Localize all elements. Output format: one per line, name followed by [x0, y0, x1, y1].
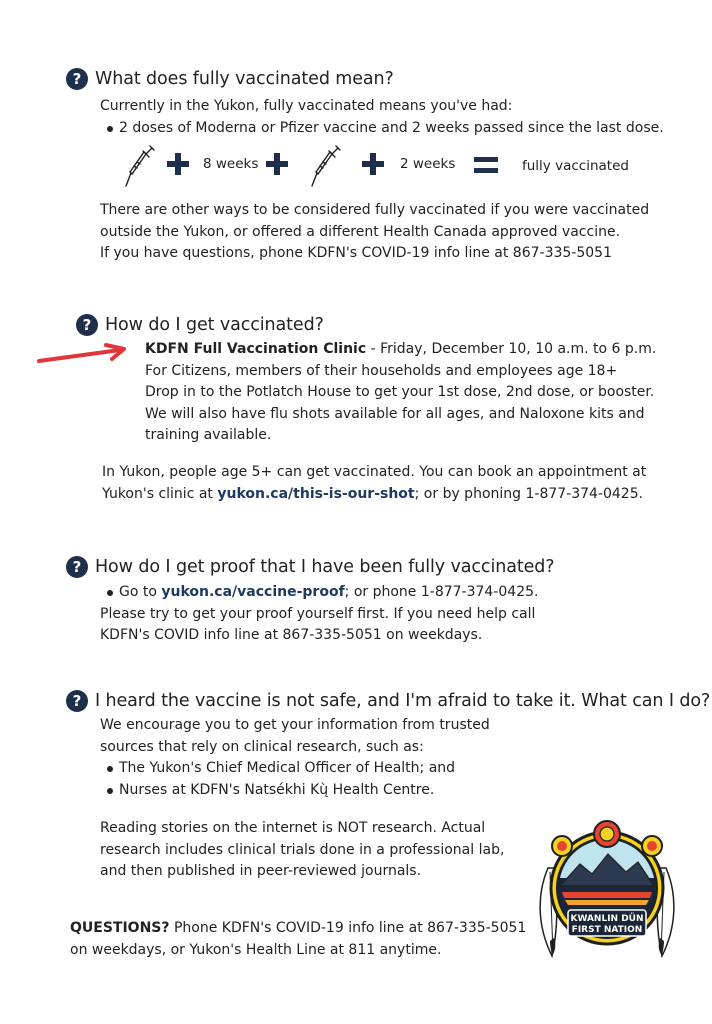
clinic-info — [145, 339, 656, 447]
question-text-4: I heard the vaccine is not safe, and I'm afraid to take it. What can I do? — [95, 691, 711, 711]
question-heading-1 — [66, 68, 394, 90]
question-text-3: How do I get proof that I have been fully vaccinated? — [95, 557, 555, 577]
plus-icon — [266, 153, 288, 175]
list-item: The Yukon's Chief Medical Officer of Health; and — [104, 758, 490, 780]
question-heading-3 — [66, 556, 554, 578]
paragraph-line: KDFN's COVID info line at 867-335-5051 on weekdays. — [100, 627, 483, 643]
text-span: ; or by phoning 1-877-374-0425. — [414, 485, 644, 502]
question-text-2: How do I get vaccinated? — [105, 315, 324, 335]
equals-icon — [474, 156, 498, 174]
vaccination-equation — [0, 144, 712, 190]
list-item: Nurses at KDFN's Natsékhi Kų̀ Health Centre. — [104, 780, 490, 802]
paragraph-line: and then published in peer-reviewed journals. — [100, 863, 422, 879]
syringe-icon — [306, 144, 342, 190]
question-circle-icon: ? — [66, 556, 88, 578]
logo-text-line2: FIRST NATION — [571, 925, 643, 935]
section1-intro: Currently in the Yukon, fully vaccinated means you've had: — [100, 98, 513, 114]
clinic-line: We will also have flu shots available for all ages, and Naloxone kits and — [145, 405, 645, 422]
yukon-shot-link[interactable]: yukon.ca/this-is-our-shot — [217, 485, 415, 502]
equation-label-2-weeks: 2 weeks — [400, 156, 456, 172]
proof-info — [100, 582, 538, 647]
vaccine-proof-link[interactable]: yukon.ca/vaccine-proof — [161, 584, 345, 600]
question-circle-icon: ? — [76, 314, 98, 336]
paragraph-line: If you have questions, phone KDFN's COVID-19 info line at 867-335-5051 — [100, 245, 612, 261]
paragraph-line: There are other ways to be considered fully vaccinated if you were vaccinated — [100, 202, 650, 218]
equation-result: fully vaccinated — [522, 158, 629, 174]
question-circle-icon: ? — [66, 690, 88, 712]
paragraph-line — [70, 918, 526, 940]
clinic-line: For Citizens, members of their households and employees age 18+ — [145, 362, 618, 379]
clinic-title: KDFN Full Vaccination Clinic — [145, 341, 367, 357]
paragraph-line: on weekdays, or Yukon's Health Line at 811 anytime. — [70, 941, 442, 958]
text-span: ; or phone 1-877-374-0425. — [344, 584, 539, 600]
kwanlin-dun-logo — [532, 806, 682, 966]
clinic-line: training available. — [145, 427, 272, 443]
list-item: 2 doses of Moderna or Pfizer vaccine and 2 weeks passed since the last dose. — [104, 118, 664, 140]
trusted-sources-list — [104, 758, 490, 801]
paragraph-line: In Yukon, people age 5+ can get vaccinated. You can book an appointment at — [102, 464, 647, 480]
question-heading-4 — [66, 690, 710, 712]
paragraph-line: sources that rely on clinical research, such as: — [100, 738, 424, 755]
research-paragraph — [100, 818, 504, 883]
question-text-1: What does fully vaccinated mean? — [95, 69, 394, 89]
text-span: Go to — [119, 584, 162, 600]
paragraph-line: Reading stories on the internet is NOT research. Actual — [100, 820, 486, 836]
red-arrow-icon — [36, 342, 130, 366]
safety-intro — [100, 715, 490, 801]
questions-footer — [70, 918, 526, 961]
clinic-date: - Friday, December 10, 10 a.m. to 6 p.m. — [366, 341, 657, 357]
clinic-line: Drop in to the Potlatch House to get your 1st dose, 2nd dose, or booster. — [145, 384, 655, 400]
text-span: Yukon's clinic at — [102, 485, 218, 502]
clinic-heading-line — [145, 339, 656, 361]
list-item — [104, 582, 538, 604]
questions-label: QUESTIONS? — [70, 920, 170, 936]
section1-bullets — [104, 118, 664, 140]
syringe-icon — [120, 144, 156, 190]
plus-icon — [362, 153, 384, 175]
paragraph-line: We encourage you to get your information from trusted — [100, 717, 490, 733]
section1-paragraph — [100, 200, 649, 265]
yukon-booking-info — [102, 462, 646, 505]
question-circle-icon: ? — [66, 68, 88, 90]
paragraph-line — [102, 484, 646, 506]
proof-bullets — [104, 582, 538, 604]
paragraph-line: outside the Yukon, or offered a different Health Canada approved vaccine. — [100, 223, 621, 240]
equation-label-8-weeks: 8 weeks — [203, 156, 259, 172]
paragraph-line: research includes clinical trials done in a professional lab, — [100, 841, 505, 858]
plus-icon — [167, 153, 189, 175]
question-heading-2 — [76, 314, 324, 336]
logo-text-line1: KWANLIN DÜN — [570, 914, 644, 924]
text-span: Phone KDFN's COVID-19 info line at 867-335-5051 — [169, 920, 527, 936]
paragraph-line: Please try to get your proof yourself first. If you need help call — [100, 605, 536, 622]
